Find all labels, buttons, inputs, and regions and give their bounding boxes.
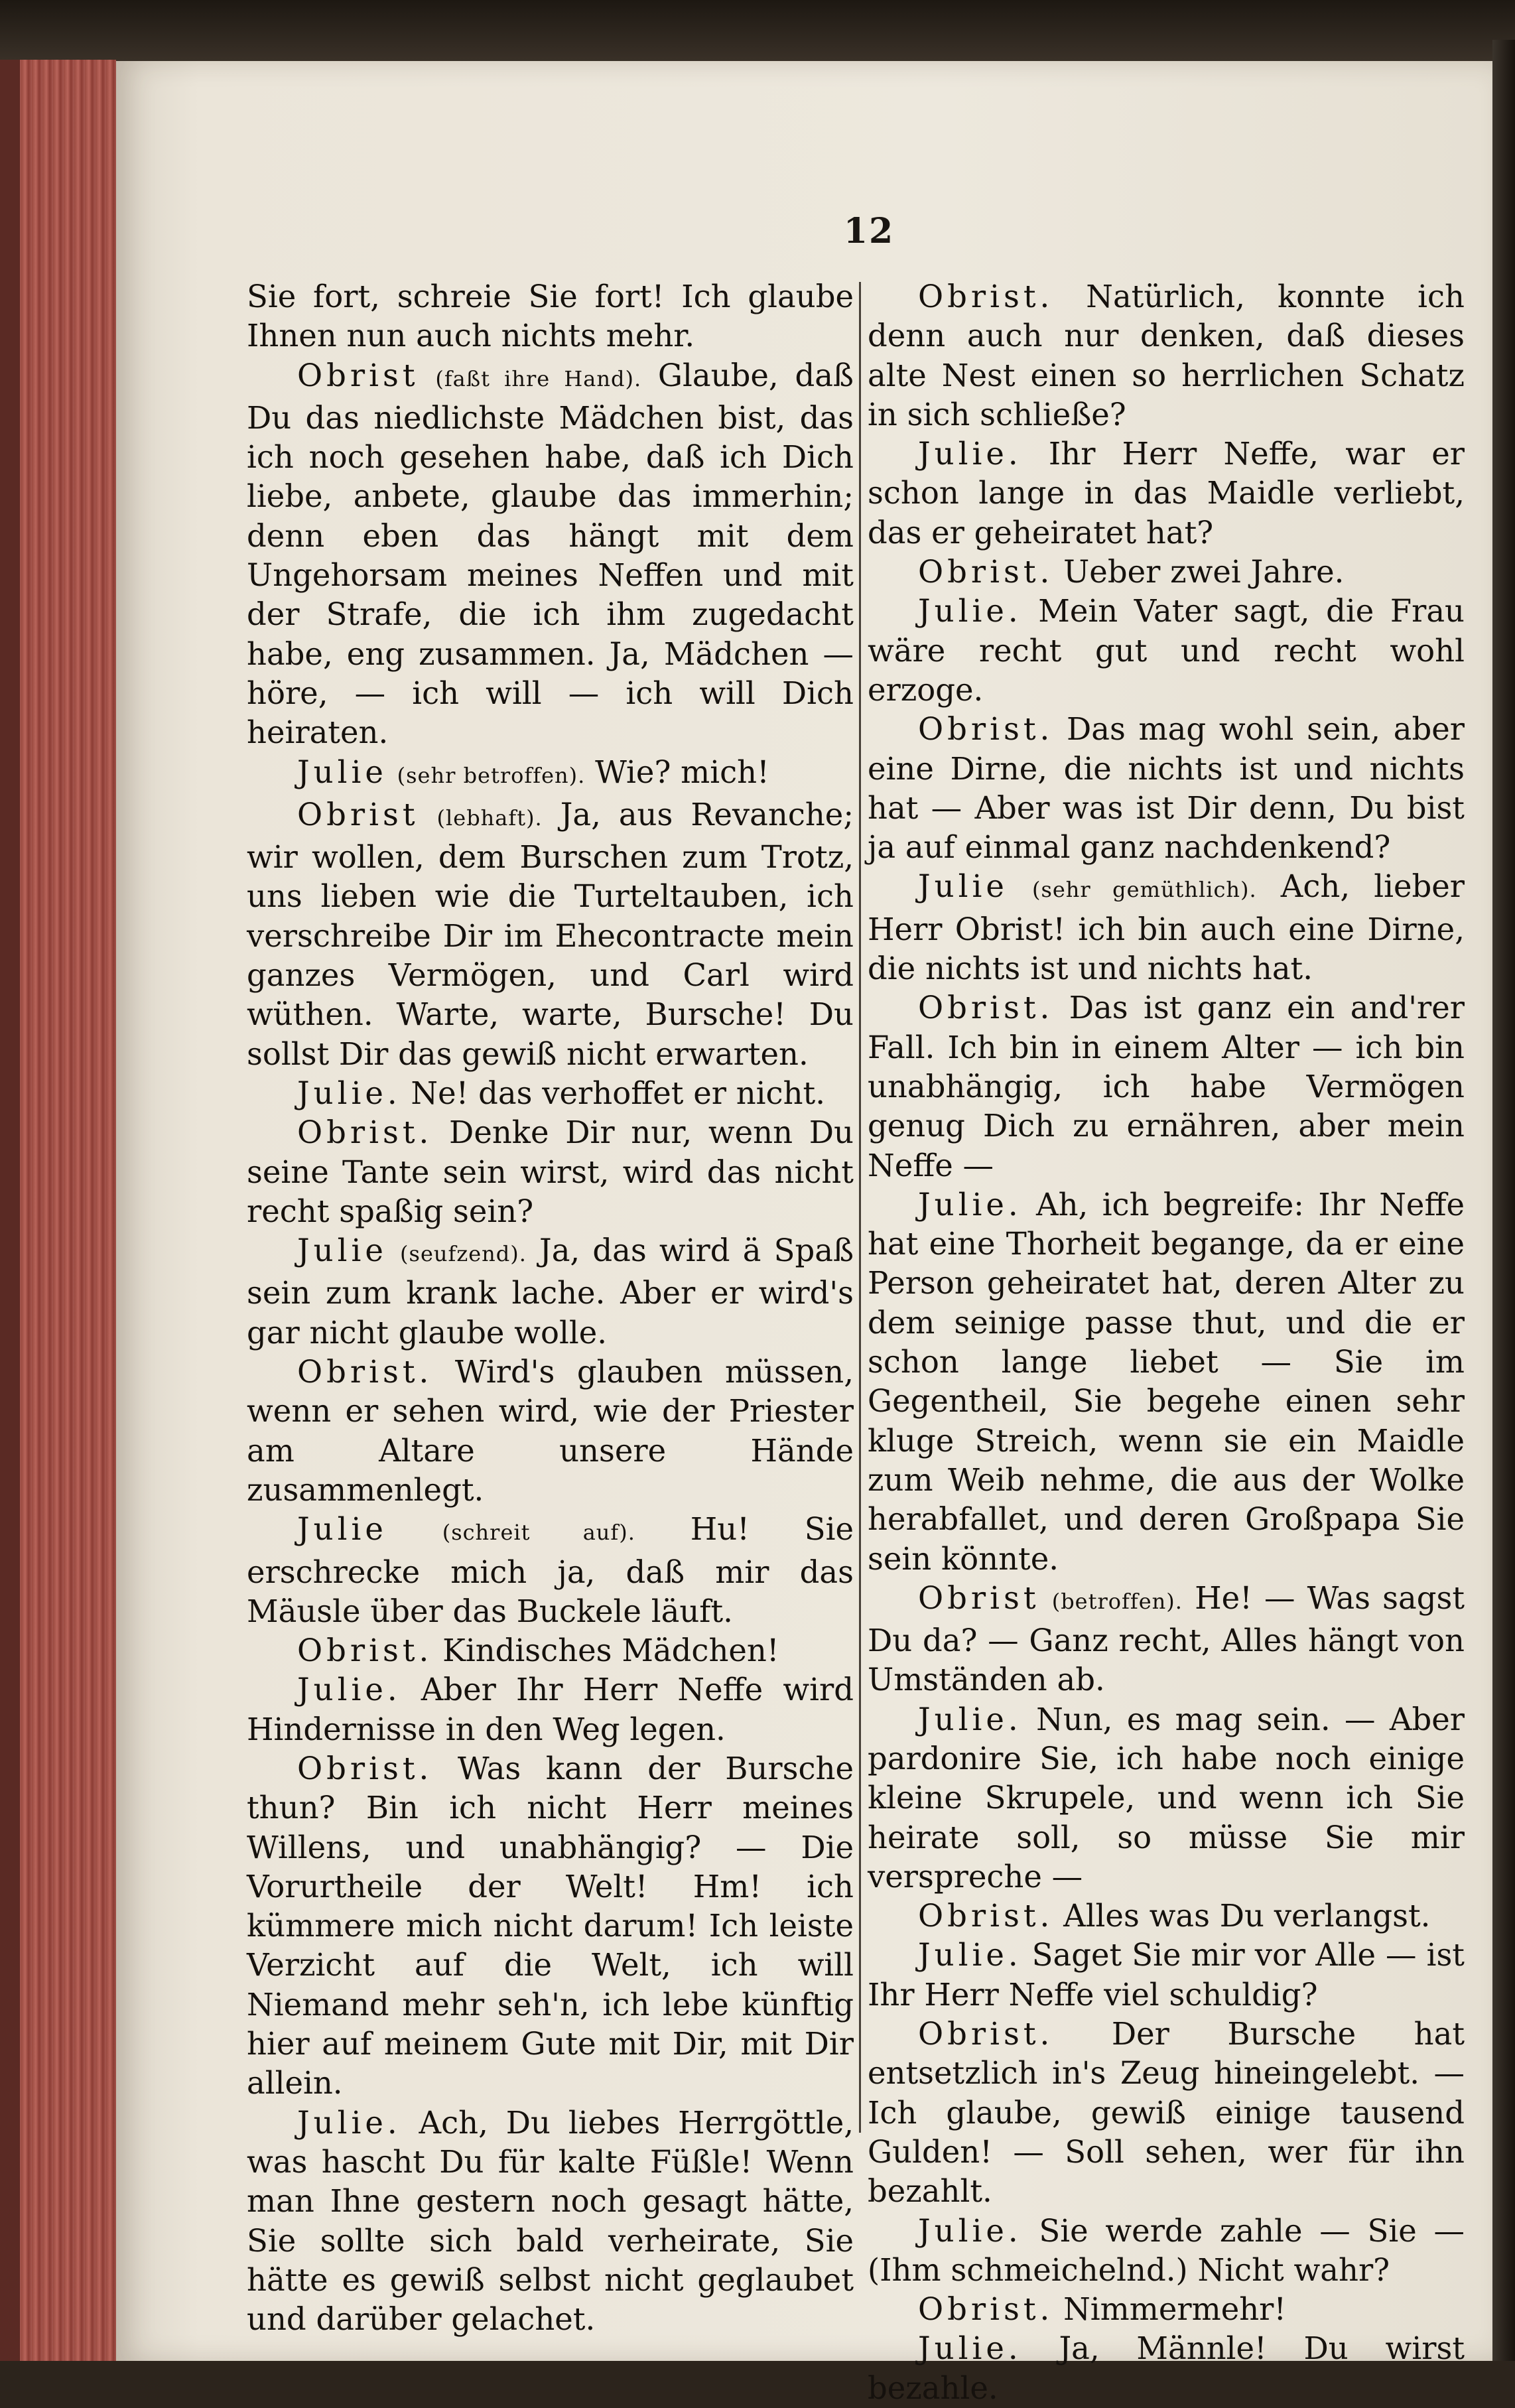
speaker-name: Obrist. bbox=[297, 1114, 433, 1151]
speech-text: Ach, Du liebes Herrgöttle, was hascht Du für kalte Füßle! Wenn man Ihne gestern noch gesagt hätte, Sie sollte sich bald verheirate, Sie hätte es gewiß selbst nicht geglaubet und darüber gelachet. bbox=[247, 2104, 854, 2338]
speech-text: Natürlich, konnte ich denn auch nur denken, daß dieses alte Nest einen so herrlichen Schatz in sich schließe? bbox=[868, 279, 1465, 433]
speech-text: Mein Vater sagt, die Frau wäre recht gut und recht wohl erzoge. bbox=[868, 593, 1465, 708]
dialogue-paragraph bbox=[247, 1631, 854, 1670]
dialogue-paragraph bbox=[868, 435, 1465, 553]
speaker-name: Julie. bbox=[918, 436, 1022, 472]
speech-text: Saget Sie mir vor Alle — ist Ihr Herr Neffe viel schuldig? bbox=[868, 1937, 1465, 2013]
speaker-name: Julie. bbox=[297, 1075, 401, 1111]
book-edge-shadow bbox=[0, 60, 20, 2361]
speaker-name: Obrist bbox=[297, 796, 419, 833]
speaker-name: Obrist. bbox=[918, 279, 1054, 314]
speech-text: Ah, ich begreife: Ihr Neffe hat eine Thorheit begange, da er eine Person geheiratet hat, deren Alter zu dem seinige passe thut, und die er schon lange liebet — Sie im Gegentheil, Sie begehe einen sehr kluge Streich, wenn sie ein Maidle zum Weib nehme, die aus der Wolke herabfallet, und deren Großpapa Sie sein könnte. bbox=[868, 1186, 1465, 1577]
speech-text: Nun, es mag sein. — Aber pardonire Sie, ich habe noch einige kleine Skrupele, und wenn ich Sie heirate soll, so müsse Sie mir verspreche — bbox=[868, 1701, 1465, 1895]
dialogue-paragraph bbox=[247, 277, 854, 356]
stage-direction: (seufzend). bbox=[400, 1241, 527, 1267]
speaker-name: Obrist. bbox=[918, 554, 1054, 590]
speech-text: Ach, lieber Herr Obrist! ich bin auch eine Dirne, die nichts ist und nichts hat. bbox=[868, 868, 1465, 987]
stage-direction: (schreit auf). bbox=[442, 1520, 635, 1546]
page-number: 12 bbox=[843, 211, 895, 251]
speaker-name: Obrist. bbox=[918, 2291, 1054, 2328]
stage-direction: (sehr gemüthlich). bbox=[1031, 877, 1257, 903]
dialogue-paragraph bbox=[247, 753, 854, 795]
speaker-name: Julie. bbox=[918, 593, 1022, 630]
dialogue-paragraph bbox=[868, 988, 1465, 1185]
speech-text: Hu! Sie erschrecke mich ja, daß mir das Mäusle über das Buckele läuft. bbox=[247, 1511, 854, 1629]
speaker-name: Obrist. bbox=[918, 990, 1054, 1026]
speech-text: Nimmermehr! bbox=[1063, 2291, 1287, 2328]
speaker-name: Obrist. bbox=[918, 711, 1054, 748]
speech-text: Ja, das wird ä Spaß sein zum krank lache. Aber er wird's gar nicht glaube wolle. bbox=[247, 1233, 854, 1351]
speech-text: Glaube, daß Du das niedlichste Mädchen bist, das ich noch gesehen habe, daß ich Dich liebe, anbete, glaube das immerhin; denn eben das hängt mit dem Ungehorsam meines Neffen und mit der Strafe, die ich ihm zugedacht habe, eng zusammen. Ja, Mädchen — höre, — ich will — ich will Dich heiraten. bbox=[247, 357, 854, 751]
speaker-name: Julie bbox=[297, 1511, 387, 1548]
speech-text: Kindisches Mädchen! bbox=[442, 1633, 779, 1669]
dialogue-paragraph bbox=[868, 2329, 1465, 2408]
left-text-column bbox=[247, 277, 854, 2339]
speech-text: Wie? mich! bbox=[595, 754, 769, 790]
dialogue-paragraph bbox=[868, 1936, 1465, 2015]
speech-text: Denke Dir nur, wenn Du seine Tante sein wirst, wird das nicht recht spaßig sein? bbox=[247, 1114, 854, 1229]
stage-direction: (lebhaft). bbox=[436, 805, 543, 831]
dialogue-paragraph bbox=[868, 867, 1465, 988]
dialogue-paragraph bbox=[868, 1897, 1465, 1936]
speech-text: Aber Ihr Herr Neffe wird Hindernisse in den Weg legen. bbox=[247, 1672, 854, 1747]
stage-direction: (faßt ihre Hand). bbox=[435, 366, 642, 391]
speaker-name: Obrist. bbox=[297, 1354, 433, 1390]
dialogue-paragraph bbox=[868, 2290, 1465, 2329]
dialogue-paragraph bbox=[868, 710, 1465, 867]
dialogue-paragraph bbox=[247, 1510, 854, 1631]
dialogue-paragraph bbox=[247, 1749, 854, 2104]
dialogue-paragraph bbox=[247, 1231, 854, 1353]
speaker-name: Obrist. bbox=[918, 1898, 1054, 1934]
speaker-name: Julie. bbox=[918, 1186, 1022, 1223]
speech-text: Sie werde zahle — Sie — (Ihm schmeichelnd.) Nicht wahr? bbox=[868, 2212, 1465, 2288]
speech-text: Sie fort, schreie Sie fort! Ich glaube Ihnen nun auch nichts mehr. bbox=[247, 279, 854, 354]
speaker-name: Julie. bbox=[297, 1672, 401, 1708]
dialogue-paragraph bbox=[868, 553, 1465, 592]
speaker-name: Obrist. bbox=[918, 2016, 1054, 2052]
dialogue-paragraph bbox=[247, 795, 854, 1074]
right-text-column bbox=[868, 277, 1465, 2408]
speaker-name: Julie. bbox=[918, 1701, 1022, 1737]
speaker-name: Julie. bbox=[918, 1937, 1022, 1973]
dialogue-paragraph bbox=[247, 1670, 854, 1749]
speaker-name: Julie bbox=[297, 754, 387, 790]
speaker-name: Obrist bbox=[297, 357, 419, 393]
speech-text: Der Bursche hat entsetzlich in's Zeug hineingelebt. — Ich glaube, gewiß einige tausend Gulden! — Soll sehen, wer für ihn bezahlt. bbox=[868, 2016, 1465, 2210]
speech-text: Ja, Männle! Du wirst bezahle. bbox=[868, 2330, 1465, 2406]
speech-text: Was kann der Bursche thun? Bin ich nicht Herr meines Willens, und unabhängig? — Die Vorurtheile der Welt! Hm! ich kümmere mich nicht darum! Ich leiste Verzicht auf die Welt, ich will Niemand mehr seh'n, ich lebe künftig hier auf meinem Gute mit Dir, mit Dir allein. bbox=[247, 1750, 854, 2102]
dialogue-paragraph bbox=[868, 1579, 1465, 1700]
speech-text: Das ist ganz ein and'rer Fall. Ich bin in einem Alter — ich bin unabhängig, ich habe Vermögen genug Dich zu ernähren, aber mein Neffe — bbox=[868, 990, 1465, 1183]
speaker-name: Obrist. bbox=[297, 1750, 433, 1786]
speaker-name: Julie. bbox=[297, 2104, 401, 2141]
scanner-background-right bbox=[1492, 40, 1515, 2361]
dialogue-paragraph bbox=[868, 277, 1465, 435]
dialogue-paragraph bbox=[868, 2015, 1465, 2211]
scanner-background-top bbox=[0, 0, 1515, 63]
speech-text: Ja, aus Revanche; wir wollen, dem Burschen zum Trotz, uns lieben wie die Turteltauben, ich verschreibe Dir im Ehecontracte mein ganzes Vermögen, und Carl wird wüthen. Warte, warte, Bursche! Du sollst Dir das gewiß nicht erwarten. bbox=[247, 796, 854, 1072]
speech-text: Ne! das verhoffet er nicht. bbox=[411, 1075, 826, 1111]
dialogue-paragraph bbox=[868, 2212, 1465, 2291]
column-divider bbox=[859, 282, 861, 2133]
dialogue-paragraph bbox=[247, 1113, 854, 1231]
speaker-name: Julie. bbox=[918, 2212, 1022, 2249]
speaker-name: Julie bbox=[918, 868, 1008, 905]
speech-text: He! — Was sagst Du da? — Ganz recht, Alles hängt von Umständen ab. bbox=[868, 1579, 1465, 1698]
dialogue-paragraph bbox=[868, 1700, 1465, 1897]
speaker-name: Obrist bbox=[918, 1579, 1040, 1616]
speaker-name: Julie. bbox=[918, 2330, 1022, 2367]
speaker-name: Obrist. bbox=[297, 1633, 433, 1669]
speech-text: Ueber zwei Jahre. bbox=[1063, 554, 1345, 590]
dialogue-paragraph bbox=[247, 1353, 854, 1510]
dialogue-paragraph bbox=[868, 1185, 1465, 1579]
speech-text: Alles was Du verlangst. bbox=[1063, 1898, 1431, 1934]
dialogue-paragraph bbox=[247, 2104, 854, 2340]
stage-direction: (betroffen). bbox=[1051, 1588, 1183, 1614]
speech-text: Wird's glauben müssen, wenn er sehen wird, wie der Priester am Altare unsere Hände zusammenlegt. bbox=[247, 1354, 854, 1508]
speaker-name: Julie bbox=[297, 1233, 387, 1269]
dialogue-paragraph bbox=[868, 592, 1465, 710]
dialogue-paragraph bbox=[247, 1074, 854, 1113]
speech-text: Das mag wohl sein, aber eine Dirne, die nichts ist und nichts hat — Aber was ist Dir denn, Du bist ja auf einmal ganz nachdenkend? bbox=[868, 711, 1465, 866]
stage-direction: (sehr betroffen). bbox=[397, 762, 586, 788]
dialogue-paragraph bbox=[247, 356, 854, 753]
speech-text: Ihr Herr Neffe, war er schon lange in das Maidle verliebt, das er geheiratet hat? bbox=[868, 436, 1465, 551]
